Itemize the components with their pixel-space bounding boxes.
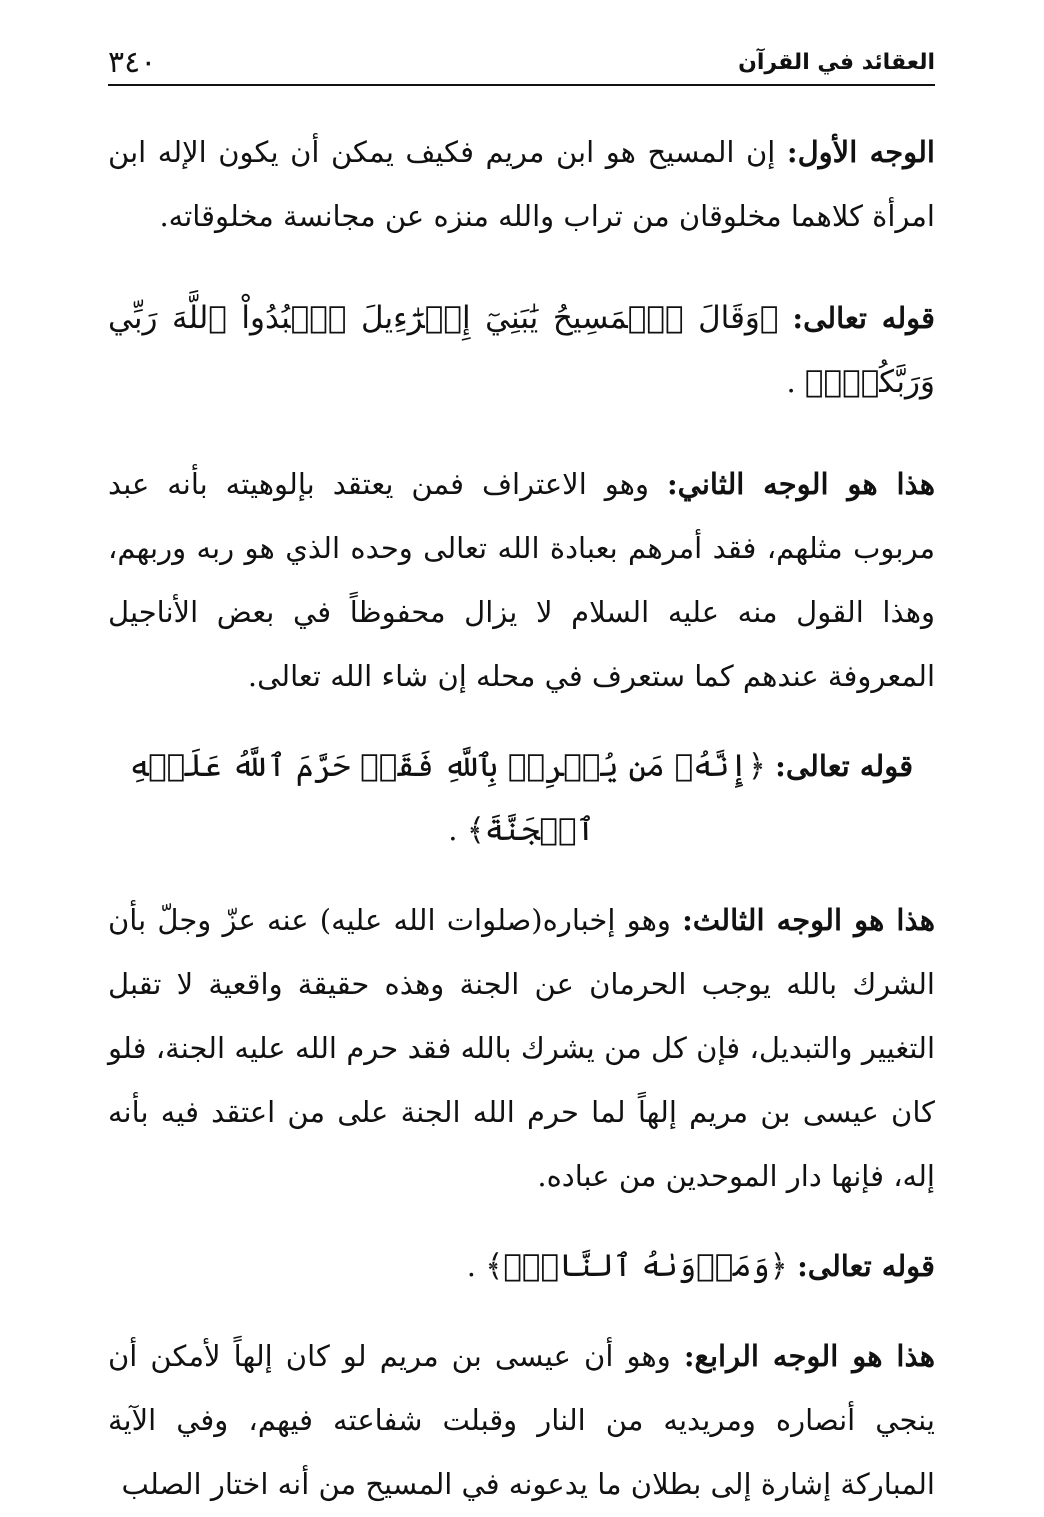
spacer [108, 708, 935, 734]
quran-citation-1 [108, 286, 935, 414]
paragraph-second-aspect [108, 452, 935, 708]
quran-verse: ﴿إِنَّهُۥ مَن يُشۡرِكۡ بِٱللَّهِ فَقَدۡ حَرَّمَ ٱللَّهُ عَلَيۡهِ ٱلۡجَنَّةَ﴾ [129, 748, 766, 848]
paragraph-lead: هذا هو الوجه الثاني: [666, 467, 936, 501]
citation-tail: . [466, 1249, 476, 1283]
spacer [108, 1208, 935, 1234]
citation-lead: قوله تعالى: [792, 301, 936, 335]
citation-lead: قوله تعالى: [797, 1249, 935, 1283]
paragraph-lead: الوجه الأول: [786, 135, 935, 169]
spacer [108, 862, 935, 888]
page-header [108, 40, 935, 86]
spacer [108, 414, 935, 452]
paragraph-fourth-aspect [108, 1324, 935, 1516]
paragraph-third-aspect [108, 888, 935, 1208]
page-number: ٣٤٠ [108, 44, 157, 80]
citation-lead: قوله تعالى: [775, 749, 914, 783]
citation-tail: . [448, 813, 458, 847]
spacer [108, 1298, 935, 1324]
quran-verse: ﴿وَقَالَ ٱلۡمَسِيحُ يَٰبَنِيٓ إِسۡرَٰٓءِيلَ ٱعۡبُدُواْ ٱللَّهَ رَبِّي وَرَبَّكُمۡۖ﴾ [108, 300, 935, 400]
page-body [108, 120, 935, 1516]
quran-citation-3 [108, 1234, 935, 1298]
citation-tail: . [786, 365, 796, 399]
quran-citation-2 [108, 734, 935, 862]
running-title: العقائد في القرآن [738, 49, 935, 75]
paragraph-text: وهو أن عيسى بن مريم لو كان إلهاً لأمكن أن ينجي أنصاره ومريديه من النار وقبلت شفاعته فيهم، وفي الآية المباركة إشارة إلى بطلان ما يدعونه في المسيح من أنه اختار الصلب [108, 1339, 935, 1501]
paragraph-text: وهو الاعتراف فمن يعتقد بإلوهيته بأنه عبد مربوب مثلهم، فقد أمرهم بعبادة الله تعالى وحده الذي هو ربه وربهم، وهذا القول منه عليه السلام لا يزال محفوظاً في بعض الأناجيل المعروفة عندهم كما ستعرف في محله إن شاء الله تعالى. [108, 467, 935, 693]
quran-verse: ﴿وَمَأۡوَىٰهُ ٱلنَّارُۖ﴾ [485, 1248, 788, 1284]
paragraph-text: وهو إخباره(صلوات الله عليه) عنه عزّ وجلّ بأن الشرك بالله يوجب الحرمان عن الجنة وهذه حقيقة واقعية لا تقبل التغيير والتبديل، فإن كل من يشرك بالله فقد حرم الله عليه الجنة، فلو كان عيسى بن مريم إلهاً لما حرم الله الجنة على من اعتقد فيه بأنه إله، فإنها دار الموحدين من عباده. [108, 903, 935, 1193]
spacer [108, 248, 935, 286]
paragraph-lead: هذا هو الوجه الرابع: [683, 1339, 935, 1373]
paragraph-text: إن المسيح هو ابن مريم فكيف يمكن أن يكون الإله ابن امرأة كلاهما مخلوقان من تراب والله منزه عن مجانسة مخلوقاته. [108, 135, 935, 233]
paragraph-first-aspect [108, 120, 935, 248]
paragraph-lead: هذا هو الوجه الثالث: [682, 903, 935, 937]
